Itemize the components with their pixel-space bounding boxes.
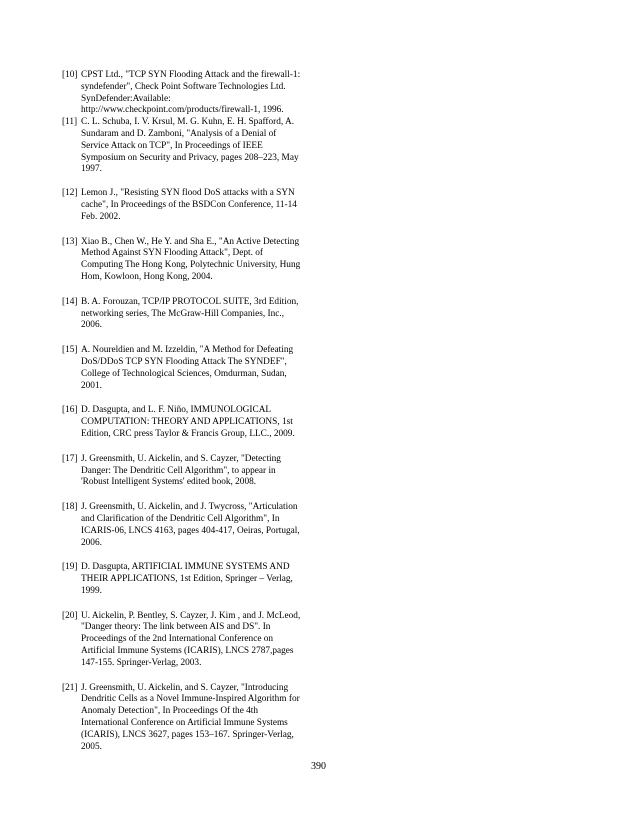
reference-item: [62, 297, 310, 332]
reference-item: [62, 562, 310, 597]
reference-item: [62, 70, 310, 117]
reference-text: C. L. Schuba, I. V. Krsul, M. G. Kuhn, E. H. Spafford, A. Sundaram and D. Zamboni, "Analysis of a Denial of Service Attack on TCP", In Proceedings of IEEE Symposium on Security and Privacy, pages 208–223, May 1997.: [81, 117, 299, 175]
reference-number: [21]: [62, 682, 78, 693]
reference-item: [62, 611, 310, 670]
reference-number: [11]: [62, 117, 78, 128]
reference-item: [62, 405, 310, 440]
reference-number: [12]: [62, 188, 78, 199]
reference-item: [62, 454, 310, 489]
reference-text: D. Dasgupta, ARTIFICIAL IMMUNE SYSTEMS AND THEIR APPLICATIONS, 1st Edition, Springer – Verlag, 1999.: [81, 562, 293, 596]
reference-text: J. Greensmith, U. Aickelin, and S. Cayzer, "Detecting Danger: The Dendritic Cell Algorithm", to appear in 'Robust Intelligent Systems' edited book, 2008.: [81, 453, 281, 488]
reference-item: [62, 683, 310, 754]
reference-number: [19]: [62, 562, 78, 573]
reference-text: B. A. Forouzan, TCP/IP PROTOCOL SUITE, 3rd Edition, networking series, The McGraw-Hill Companies, Inc., 2006.: [81, 296, 299, 331]
reference-number: [20]: [62, 610, 78, 621]
reference-text: Lemon J., "Resisting SYN flood DoS attacks with a SYN cache", In Proceedings of the BSDCon Conference, 11-14 Feb. 2002.: [81, 188, 297, 222]
reference-text: Xiao B., Chen W., He Y. and Sha E., "An Active Detecting Method Against SYN Flooding Attack", Dept. of Computing The Hong Kong, Polytechnic University, Hung Hom, Kowloon, Hong Kong, 2004.: [81, 236, 301, 282]
reference-item: [62, 117, 310, 176]
reference-number: [10]: [62, 70, 78, 80]
reference-number: [18]: [62, 502, 78, 513]
reference-text: J. Greensmith, U. Aickelin, and J. Twycross, "Articulation and Clarification of the Dendritic Cell Algorithm", In ICARIS-06, LNCS 4163, pages 404-417, Oeiras, Portugal, 2006.: [81, 502, 300, 548]
reference-text: CPST Ltd., "TCP SYN Flooding Attack and the firewall-1: syndefender", Check Point Software Technologies Ltd. SynDefender:Available: http://www.checkpoint.com/products/firewall-1, 1996.: [81, 70, 301, 116]
reference-number: [15]: [62, 345, 78, 356]
page-number: 390: [311, 761, 326, 772]
reference-item: [62, 345, 310, 392]
reference-item: [62, 237, 310, 284]
reference-number: [16]: [62, 405, 78, 416]
reference-number: [13]: [62, 236, 78, 247]
reference-text: A. Noureldien and M. Izzeldin, "A Method for Defeating DoS/DDoS TCP SYN Flooding Attack The SYNDEF", College of Technological Sciences, Omdurman, Sudan, 2001.: [81, 345, 294, 391]
reference-number: [14]: [62, 296, 78, 307]
reference-number: [17]: [62, 453, 78, 464]
reference-item: [62, 502, 310, 549]
reference-text: J. Greensmith, U. Aickelin, and S. Cayzer, "Introducing Dendritic Cells as a Novel Immune-Inspired Algorithm for Anomaly Detection", In Proceedings Of the 4th International Conference on Artificial Immune Systems (ICARIS), LNCS 3627, pages 153–167. Springer-Verlag, 2005.: [81, 682, 300, 752]
reference-item: [62, 188, 310, 223]
reference-list: [62, 70, 310, 753]
reference-text: D. Dasgupta, and L. F. Niño, IMMUNOLOGICAL COMPUTATION: THEORY AND APPLICATIONS, 1st Edition, CRC press Taylor & Francis Group, LLC., 2009.: [81, 405, 295, 439]
reference-text: U. Aickelin, P. Bentley, S. Cayzer, J. Kim , and J. McLeod, "Danger theory: The link between AIS and DS". In Proceedings of the 2nd International Conference on Artificial Immune Systems (ICARIS), LNCS 2787,pages 147-155. Springer-Verlag, 2003.: [81, 610, 301, 668]
